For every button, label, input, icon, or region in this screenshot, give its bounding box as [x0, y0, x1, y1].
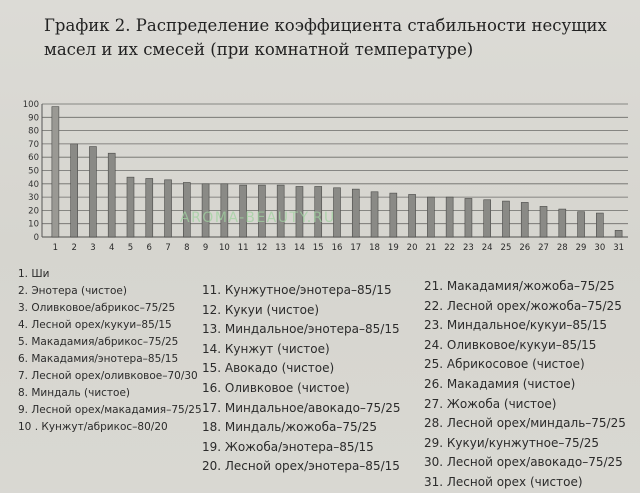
x-tick-label: 9: [202, 243, 209, 253]
bar: [352, 189, 359, 237]
bar: [484, 200, 491, 237]
x-tick-label: 7: [165, 243, 171, 253]
bar: [165, 180, 172, 237]
bar: [71, 144, 78, 237]
x-tick-label: 30: [594, 243, 606, 253]
y-tick-label: 80: [28, 126, 39, 137]
bar: [465, 198, 472, 237]
legend-item: 30. Лесной орех/авокадо–75/25: [424, 455, 623, 470]
legend-item: 5. Макадамия/абрикос–75/25: [18, 336, 179, 348]
legend-item: 20. Лесной орех/энотера–85/15: [202, 459, 400, 474]
y-tick-label: 0: [33, 233, 39, 243]
legend-item: 14. Кунжут (чистое): [202, 341, 330, 356]
legend-item: 11. Кунжутное/энотера–85/15: [202, 283, 392, 297]
y-tick-label: 20: [28, 206, 39, 217]
bar: [502, 201, 509, 237]
legend-item: 2. Энотера (чистое): [18, 285, 127, 297]
y-tick-label: 50: [28, 166, 39, 177]
y-tick-label: 40: [28, 179, 39, 190]
legend-item: 9. Лесной орех/макадамия–75/25: [18, 404, 202, 416]
legend-item: 25. Абрикосовое (чистое): [424, 357, 585, 372]
legend-item: 24. Оливковое/кукуи–85/15: [424, 337, 597, 352]
legend-item: 31. Лесной орех (чистое): [424, 474, 583, 489]
x-tick-label: 16: [331, 243, 343, 253]
x-tick-label: 3: [90, 243, 96, 253]
x-tick-label: 25: [500, 243, 512, 253]
chart-title: График 2. Распределение коэффициента стабильности несущих масел и их смесей (при комнатной температуре): [44, 16, 607, 59]
x-tick-label: 27: [538, 243, 549, 253]
x-tick-label: 6: [146, 243, 152, 253]
x-tick-label: 22: [444, 243, 456, 253]
x-tick-label: 26: [519, 243, 531, 253]
y-tick-label: 60: [28, 153, 39, 164]
legend-item: 17. Миндальное/авокадо–75/25: [202, 400, 401, 415]
x-tick-label: 13: [275, 243, 287, 253]
x-tick-label: 14: [294, 243, 305, 253]
legend-item: 27. Жожоба (чистое): [424, 396, 557, 411]
legend-item: 21. Макадамия/жожоба–75/25: [424, 279, 615, 293]
y-tick-label: 70: [28, 139, 39, 150]
x-tick-label: 21: [425, 243, 437, 253]
legend-item: 16. Оливковое (чистое): [202, 380, 350, 395]
x-tick-label: 10: [218, 243, 230, 253]
x-tick-label: 29: [575, 243, 587, 253]
bar: [371, 192, 378, 237]
x-tick-label: 5: [127, 243, 134, 253]
legend-item: 1. Ши: [18, 268, 50, 280]
x-tick-label: 4: [108, 243, 115, 253]
legend-column-2: [202, 281, 401, 477]
legend-item: 28. Лесной орех/миндаль–75/25: [424, 416, 626, 431]
x-tick-label: 18: [369, 243, 380, 253]
x-tick-label: 28: [556, 243, 568, 253]
bar: [596, 213, 603, 237]
x-tick-label: 19: [387, 243, 399, 253]
x-tick-label: 1: [52, 243, 59, 253]
legend-item: 10 . Кунжут/абрикос–80/20: [18, 421, 168, 433]
y-tick-label: 100: [22, 100, 39, 110]
bar: [578, 212, 585, 237]
x-tick-label: 20: [406, 243, 418, 253]
legend-item: 19. Жожоба/энотера–85/15: [202, 439, 374, 454]
x-tick-label: 31: [613, 243, 625, 253]
legend-item: 18. Миндаль/жожоба–75/25: [202, 420, 377, 435]
legend-item: 6. Макадамия/энотера–85/15: [18, 353, 179, 365]
bar: [559, 209, 566, 237]
x-tick-label: 11: [237, 243, 249, 253]
legend-item: 3. Оливковое/абрикос–75/25: [18, 302, 176, 314]
x-tick-label: 2: [71, 243, 77, 253]
x-tick-label: 8: [184, 243, 190, 253]
x-tick-label: 12: [256, 243, 268, 253]
bar: [127, 177, 134, 237]
legend-item: 12. Кукуи (чистое): [202, 302, 320, 317]
legend-item: 29. Кукуи/кунжутное–75/25: [424, 435, 599, 450]
legend-item: 8. Миндаль (чистое): [18, 387, 131, 399]
legend-item: 7. Лесной орех/оливковое–70/30: [18, 370, 198, 382]
y-tick-label: 30: [28, 193, 39, 204]
bar: [521, 202, 528, 237]
x-tick-label: 23: [463, 243, 474, 253]
x-tick-label: 15: [312, 243, 324, 253]
legend-item: 13. Миндальное/энотера–85/15: [202, 322, 400, 337]
bar: [540, 206, 547, 237]
legend-column-3: [424, 277, 626, 493]
bar: [390, 193, 397, 237]
bar: [146, 178, 153, 237]
bar: [615, 230, 622, 237]
legend-item: 4. Лесной орех/кукуи–85/15: [18, 319, 172, 331]
legend-item: 26. Макадамия (чистое): [424, 376, 576, 391]
legend-item: 23. Миндальное/кукуи–85/15: [424, 318, 607, 333]
bar: [427, 197, 434, 237]
bar: [409, 194, 416, 237]
legend-item: 15. Авокадо (чистое): [202, 361, 335, 376]
bar: [446, 197, 453, 237]
y-tick-label: 10: [28, 219, 39, 230]
bar: [108, 153, 115, 237]
x-tick-label: 17: [350, 243, 362, 253]
y-tick-label: 90: [28, 113, 39, 124]
bar: [89, 147, 96, 237]
watermark-text: AROMA-BEAUTY.RU: [180, 210, 336, 226]
legend-column-1: [18, 266, 202, 436]
x-tick-label: 24: [481, 243, 493, 253]
legend-item: 22. Лесной орех/жожоба–75/25: [424, 298, 622, 313]
bar: [52, 107, 59, 237]
